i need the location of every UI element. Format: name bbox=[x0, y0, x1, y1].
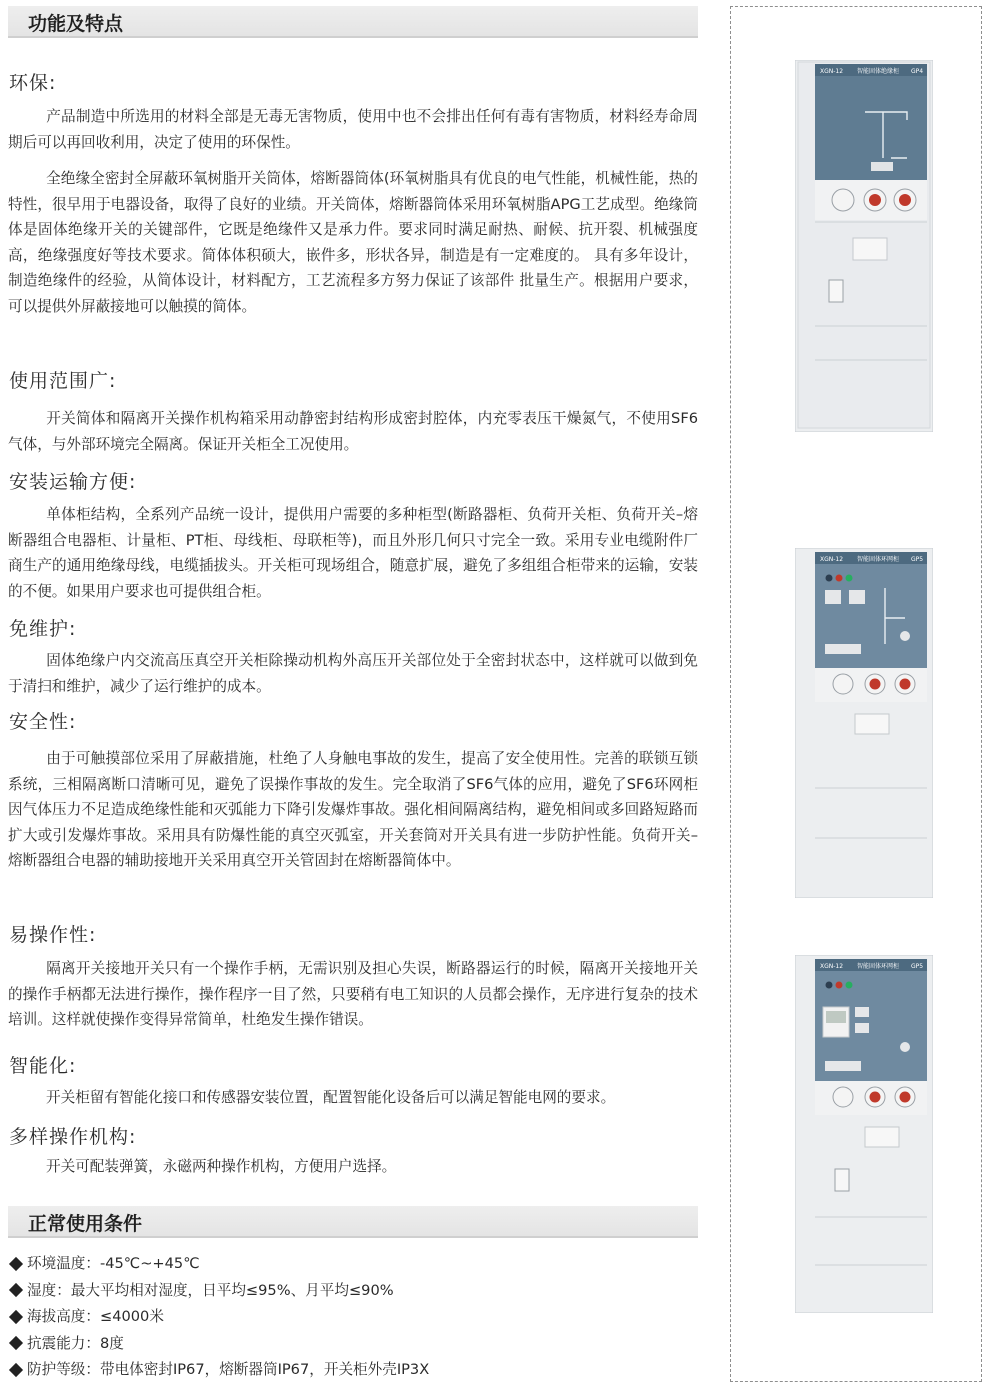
paragraph-eco-2: 全绝缘全密封全屏蔽环氧树脂开关筒体，熔断器筒体(环氧树脂具有优良的电气性能，机械性能，热的特性，很早用于电器设备，取得了良好的业绩。开关筒体，熔断器筒体采用环氧树脂APG工艺成型。绝缘筒体是固体绝缘开关的关键部件，它既是绝缘件又是承力件。要求同时满足耐热、耐候、抗开裂、机械强度高，绝缘强度好等技术要求。简体体积硕大，嵌件多，形状各异，制造是有一定难度的。 具有多年设计，制造绝缘件的经验，从简体设计，材料配方，工艺流程多方努力保证了该部件 批量生产。根据用户要求，可以提供外屏蔽接地可以触摸的简体。 bbox=[8, 170, 698, 315]
condition-item: 湿度：最大平均相对湿度，日平均≤95%、月平均≤90% bbox=[8, 1278, 429, 1305]
paragraph-eco-1: 产品制造中所选用的材料全部是无毒无害物质，使用中也不会排出任何有毒有害物质，材料经寿命周期后可以再回收利用，决定了使用的环保性。 bbox=[8, 108, 698, 151]
conditions-title: 正常使用条件 bbox=[28, 1213, 143, 1235]
diamond-bullet-icon bbox=[9, 1256, 23, 1270]
cabinet-code: GP5 bbox=[911, 556, 924, 563]
cabinet-name: 智能固体环网柜 bbox=[857, 556, 900, 563]
conditions-banner bbox=[8, 1206, 698, 1238]
features-title: 功能及特点 bbox=[28, 13, 124, 35]
heading-easy-operation: 易操作性: bbox=[9, 924, 97, 946]
cabinet-code: GP4 bbox=[911, 68, 924, 75]
paragraph-mechanisms: 开关可配装弹簧，永磁两种操作机构，方便用户选择。 bbox=[46, 1158, 397, 1175]
heading-install: 安装运输方便: bbox=[9, 471, 137, 493]
heading-intelligent: 智能化: bbox=[9, 1055, 77, 1077]
condition-item: 抗震能力：8度 bbox=[8, 1331, 429, 1358]
heading-maintenance-free: 免维护: bbox=[9, 618, 77, 640]
paragraph-install: 单体柜结构，全系列产品统一设计，提供用户需要的多种柜型(断路器柜、负荷开关柜、负荷开关–熔断器组合电器柜、计量柜、PT柜、母线柜、母联柜等)，而且外形几何只寸完全一致。采用专业电缆附件厂商生产的通用绝缘母线，电缆插拔头。开关柜可现场组合，随意扩展，避免了多组组合柜带来的运输，安装的不便。如果用户要求也可提供组合柜。 bbox=[8, 506, 698, 600]
heading-eco: 环保: bbox=[9, 72, 57, 94]
cabinet-model: XGN-12 bbox=[820, 68, 844, 75]
cabinet-name: 智能固体绝缘柜 bbox=[857, 68, 900, 75]
cabinet-model: XGN-12 bbox=[820, 963, 844, 970]
switchgear-cabinet-image bbox=[795, 60, 933, 432]
paragraph-intelligent: 开关柜留有智能化接口和传感器安装位置，配置智能化设备后可以满足智能电网的要求。 bbox=[46, 1089, 616, 1106]
condition-item: 环境温度：-45℃~+45℃ bbox=[8, 1251, 429, 1278]
switchgear-cabinet-image bbox=[795, 955, 933, 1313]
diamond-bullet-icon bbox=[9, 1309, 23, 1323]
paragraph-safety: 由于可触摸部位采用了屏蔽措施，杜绝了人身触电事故的发生，提高了安全使用性。完善的联锁互锁系统，三相隔离断口清晰可见，避免了误操作事故的发生。完全取消了SF6气体的应用，避免了SF6环网柜因气体压力不足造成绝缘性能和灭弧能力下降引发爆炸事故。强化相间隔离结构，避免相间或多回路短路而扩大或引发爆炸事故。采用具有防爆性能的真空灭弧室，开关套筒对开关具有进一步防护性能。负荷开关–熔断器组合电器的辅助接地开关采用真空开关管固封在熔断器简体中。 bbox=[8, 750, 698, 870]
condition-item: 防护等级：带电体密封IP67，熔断器筒IP67，开关柜外壳IP3X bbox=[8, 1357, 429, 1384]
paragraph-wide-use: 开关简体和隔离开关操作机构箱采用动静密封结构形成密封腔体，内充零表压干燥氮气，不使用SF6气体，与外部环境完全隔离。保证开关柜全工况使用。 bbox=[8, 410, 698, 453]
diamond-bullet-icon bbox=[9, 1336, 23, 1350]
switchgear-cabinet-image bbox=[795, 548, 933, 898]
conditions-list bbox=[8, 1251, 429, 1384]
cabinet-model: XGN-12 bbox=[820, 556, 844, 563]
paragraph-maintenance-free: 固体绝缘户内交流高压真空开关柜除操动机构外高压开关部位处于全密封状态中，这样就可以做到免于清扫和维护，减少了运行维护的成本。 bbox=[8, 652, 698, 695]
condition-item: 海拔高度：≤4000米 bbox=[8, 1304, 429, 1331]
diamond-bullet-icon bbox=[9, 1362, 23, 1376]
paragraph-easy-operation: 隔离开关接地开关只有一个操作手柄，无需识别及担心失误，断路器运行的时候，隔离开关接地开关的操作手柄都无法进行操作，操作程序一目了然，只要稍有电工知识的人员都会操作，无序进行复杂的技术培训。这样就使操作变得异常简单，杜绝发生操作错误。 bbox=[8, 960, 698, 1029]
features-banner bbox=[8, 6, 698, 38]
cabinet-name: 智能固体环网柜 bbox=[857, 963, 900, 970]
heading-wide-use: 使用范围广: bbox=[9, 370, 117, 392]
diamond-bullet-icon bbox=[9, 1283, 23, 1297]
cabinet-code: GP5 bbox=[911, 963, 924, 970]
heading-safety: 安全性: bbox=[9, 711, 77, 733]
heading-mechanisms: 多样操作机构: bbox=[9, 1126, 137, 1148]
